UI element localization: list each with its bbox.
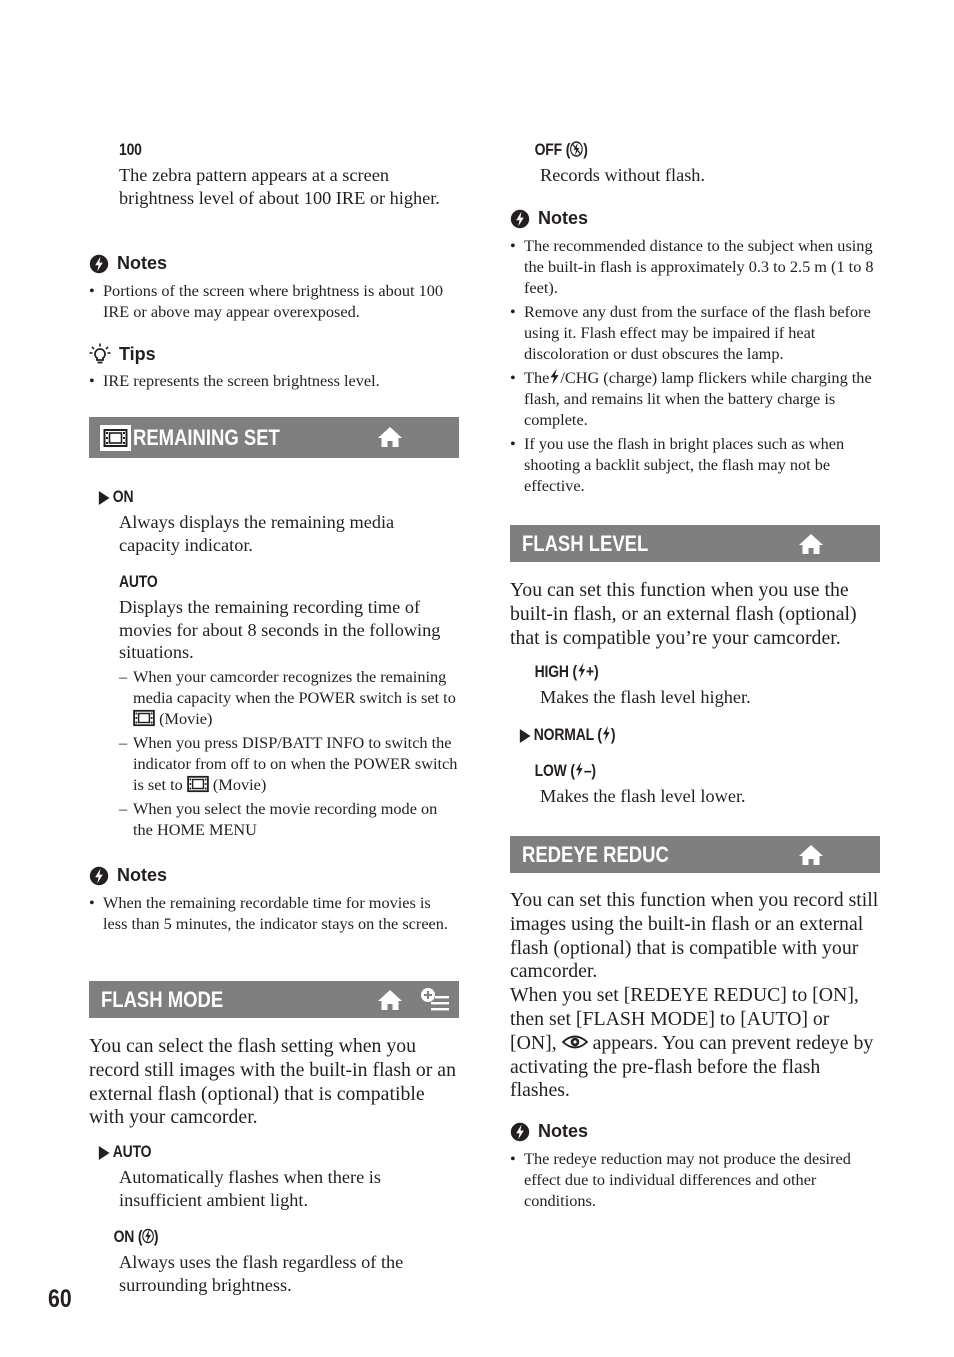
redeye-paragraph: You can set this function when you record still images using the built-in flash or an external flash (optional) that is compatible with your camcorder. When you set [REDEYE REDUC] to [ON], then set [FLASH MODE] to [AUTO] or [ON], appears. You can prevent redeye by activating the pre-flash before the flash flashes. [510, 889, 879, 1102]
section-title: FLASH LEVEL [522, 530, 649, 556]
note-item: • The redeye reduction may not produce the desired effect due to individual differences and other conditions. [510, 1148, 880, 1211]
home-icon [377, 426, 403, 448]
flash-on-icon [142, 1227, 153, 1245]
option-label-low: LOW ( –) [534, 761, 596, 780]
redeye-reduc-header [510, 836, 880, 873]
option-menu-icon [420, 987, 450, 1013]
home-icon [377, 989, 403, 1011]
option-desc: Always uses the flash regardless of the surrounding brightness. [119, 1252, 404, 1295]
option-label-auto: AUTO [89, 1142, 392, 1162]
flash-icon [549, 368, 560, 385]
note-item: • The recommended distance to the subject when using the built-in flash is approximately 0.3 to 2.5 m (1 to 8 feet). [510, 235, 880, 298]
notes-heading: Notes [89, 865, 459, 886]
movie-film-icon [133, 709, 155, 727]
option-flash-on [89, 1227, 459, 1296]
section-title: REMAINING SET [133, 424, 280, 450]
situation-item: – When you press DISP/BATT INFO to switch the indicator from off to on when the POWER switch is set to (Movie) [119, 732, 459, 795]
option-on [89, 487, 459, 556]
section-title: FLASH MODE [101, 986, 224, 1012]
tips-block [89, 343, 459, 394]
flash-mode-intro: You can select the flash setting when you record still images with the built-in flash or an external flash (optional) that is compatible with your camcorder. [89, 1035, 456, 1129]
option-label-off: OFF ( ) [534, 140, 588, 159]
tips-heading: Tips [89, 343, 459, 365]
default-arrow-icon [520, 729, 531, 743]
option-flash-auto [89, 1142, 459, 1211]
option-label-on: ON ( ) [113, 1227, 159, 1246]
flash-icon [602, 725, 611, 742]
option-label-normal: NORMAL ( ) [510, 725, 813, 745]
flash-level-header [510, 525, 880, 562]
situation-item: – When your camcorder recognizes the remaining media capacity when the POWER switch is set to (Movie) [119, 666, 459, 729]
option-low [510, 761, 880, 808]
note-item: • Portions of the screen where brightness is about 100 IRE or above may appear overexposed. [89, 280, 459, 322]
flash-level-intro: You can set this function when you use the built-in flash, or an external flash (optional) that is compatible you’re your camcorder. [510, 579, 857, 649]
option-normal [510, 725, 880, 745]
notes-block [89, 865, 459, 937]
note-item: • When the remaining recordable time for movies is less than 5 minutes, the indicator stays on the screen. [89, 892, 459, 934]
flash-icon [577, 662, 586, 679]
option-desc: Records without flash. [540, 165, 706, 185]
notes-heading: Notes [89, 253, 459, 274]
movie-film-icon [187, 775, 209, 793]
section-title: REDEYE REDUC [522, 841, 669, 867]
note-item: • The /CHG (charge) lamp flickers while charging the flash, and remains lit when the battery charge is complete. [510, 367, 880, 430]
home-icon [798, 844, 824, 866]
notes-icon [510, 1122, 530, 1142]
option-desc: Makes the flash level lower. [540, 786, 746, 806]
situation-item: – When you select the movie recording mode on the HOME MENU [119, 798, 459, 840]
flash-off-icon [570, 140, 583, 158]
flash-mode-header [89, 981, 459, 1018]
option-auto [89, 572, 459, 843]
option-label-on: ON [89, 487, 392, 507]
flash-icon [575, 761, 584, 778]
notes-heading: Notes [510, 208, 880, 229]
remaining-set-header [89, 417, 459, 458]
option-desc: Automatically flashes when there is insufficient ambient light. [119, 1167, 381, 1210]
option-flash-off [510, 140, 880, 187]
zebra-option [89, 140, 459, 209]
redeye-eye-icon [562, 1034, 588, 1050]
option-desc: Displays the remaining recording time of movies for about 8 seconds in the following situations. [119, 597, 441, 662]
option-desc: Always displays the remaining media capacity indicator. [119, 512, 395, 555]
tip-item: • IRE represents the screen brightness level. [89, 370, 459, 391]
notes-icon [510, 209, 530, 229]
movie-film-icon [100, 425, 131, 451]
notes-block [510, 1121, 880, 1214]
home-icon [798, 533, 824, 555]
option-desc: The zebra pattern appears at a screen brightness level of about 100 IRE or higher. [119, 165, 440, 208]
lightbulb-icon [89, 343, 111, 365]
option-high [510, 662, 880, 709]
option-label-auto: AUTO [119, 572, 158, 591]
option-label-high: HIGH ( +) [534, 662, 599, 681]
note-item: • Remove any dust from the surface of the flash before using it. Flash effect may be impaired if heat discoloration or dust obscures the lamp. [510, 301, 880, 364]
default-arrow-icon [99, 491, 110, 505]
option-desc: Makes the flash level higher. [540, 687, 751, 707]
option-label-100: 100 [119, 140, 142, 159]
notes-heading: Notes [510, 1121, 880, 1142]
notes-icon [89, 254, 109, 274]
notes-block [89, 253, 459, 325]
page-number: 60 [48, 1285, 72, 1313]
default-arrow-icon [99, 1146, 110, 1160]
notes-block [510, 208, 880, 499]
note-item: • If you use the flash in bright places such as when shooting a backlit subject, the flash may not be effective. [510, 433, 880, 496]
notes-icon [89, 866, 109, 886]
